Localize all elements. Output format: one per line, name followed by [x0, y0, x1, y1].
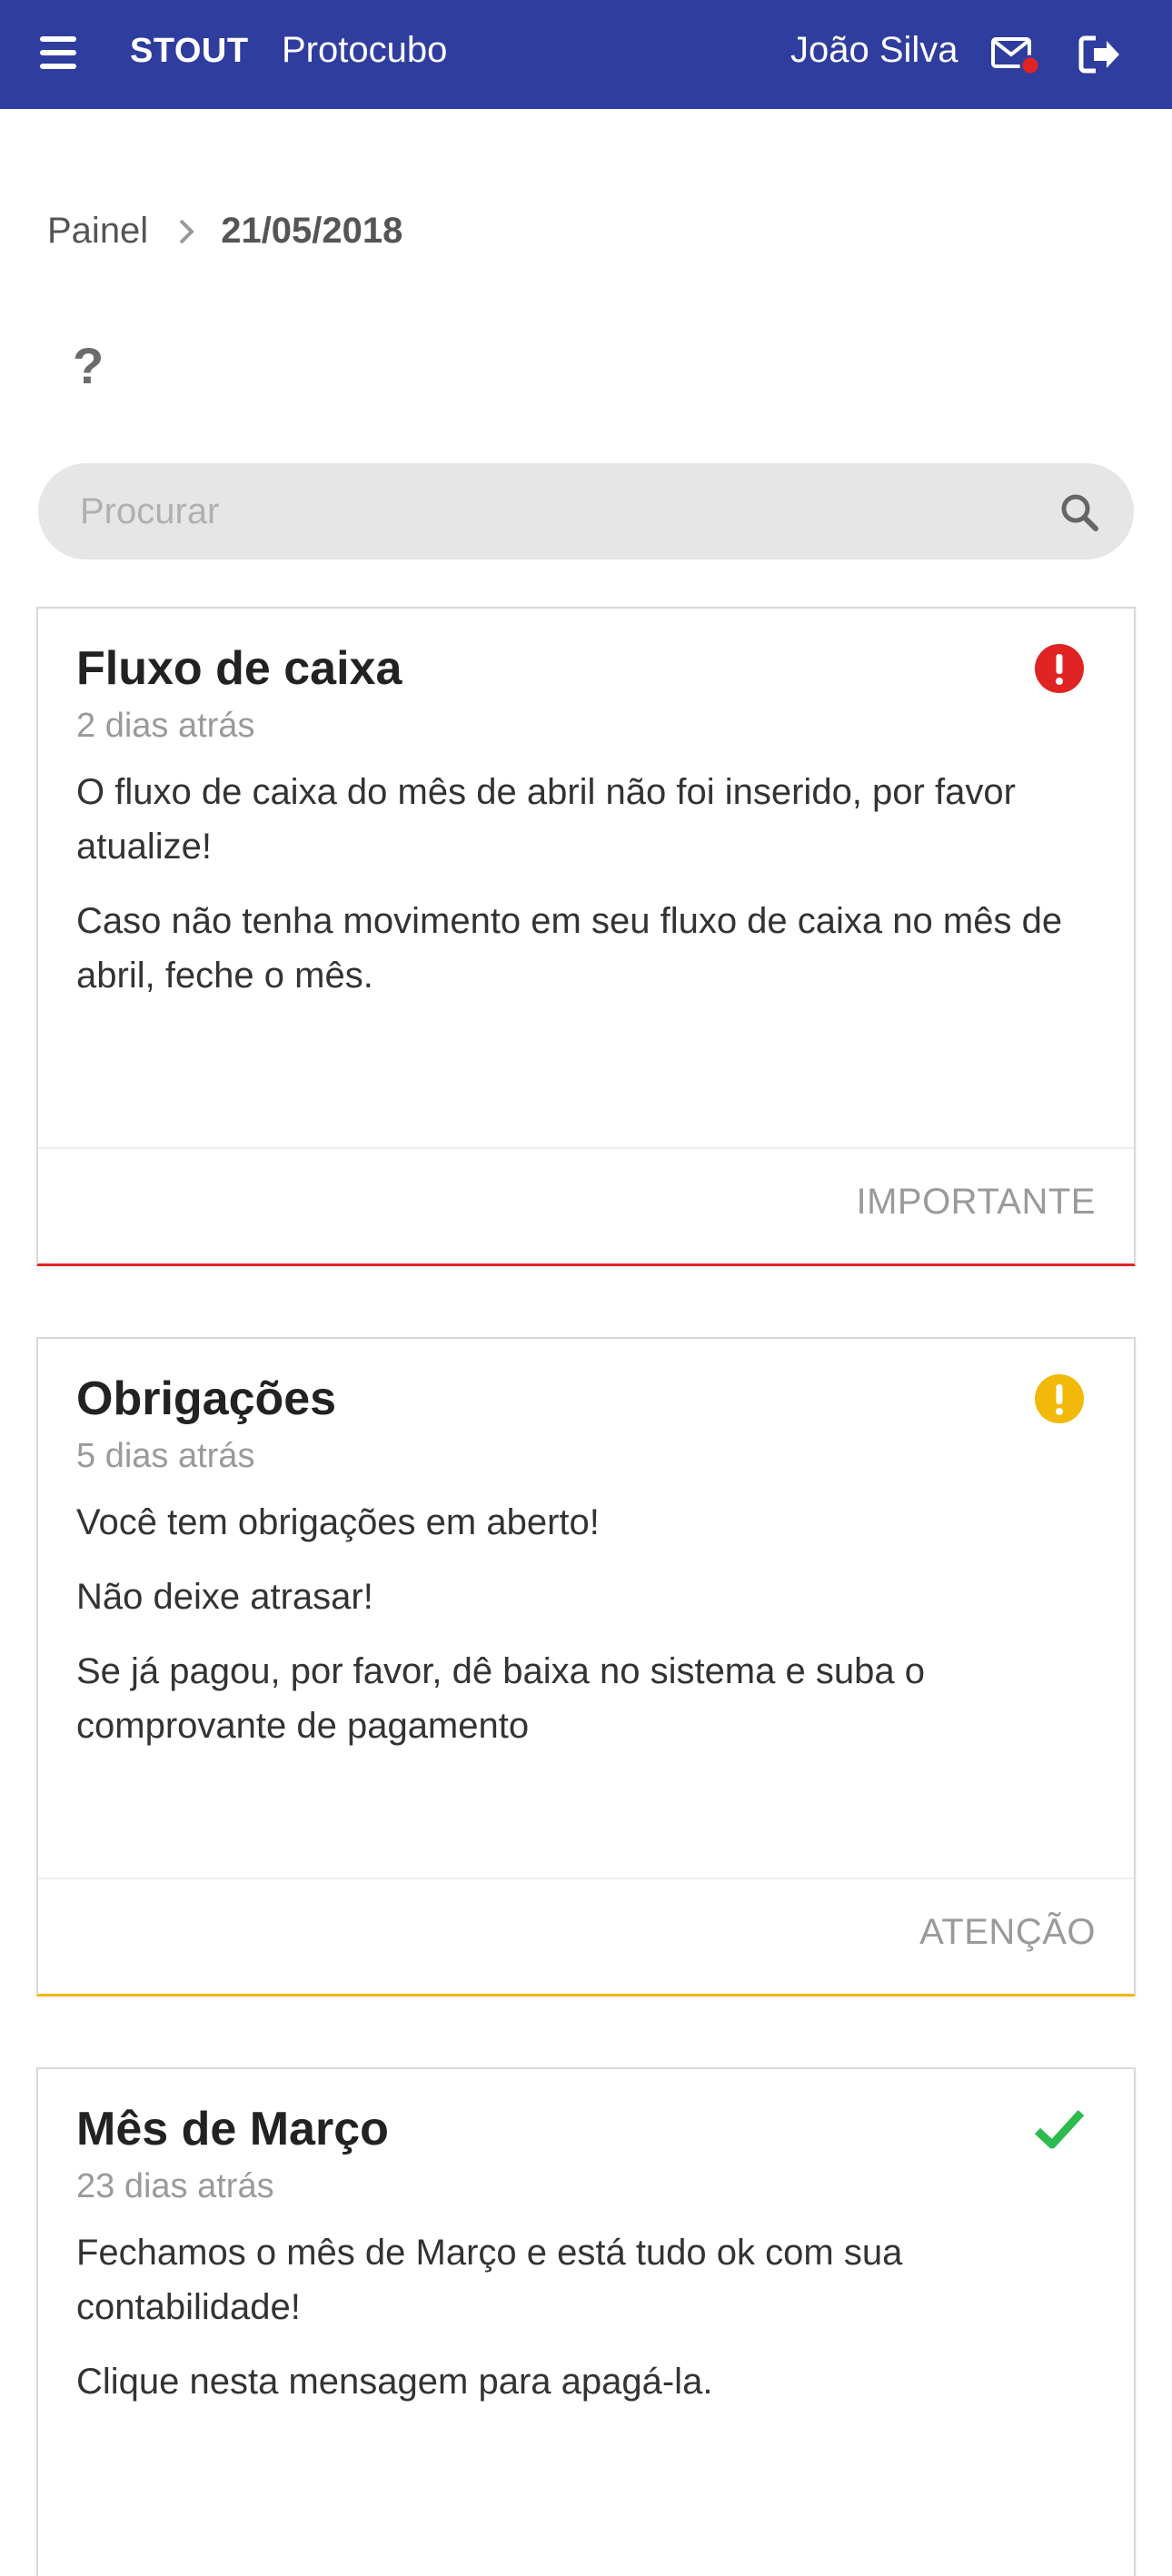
card-message [76, 765, 1094, 1023]
warning-circle-icon [1034, 1373, 1085, 1424]
card-message-line: O fluxo de caixa do mês de abril não foi inserido, por favor atualize! [76, 772, 1016, 867]
card-message [76, 1495, 1094, 1773]
alert-circle-icon [1034, 643, 1085, 694]
card-timestamp: 5 dias atrás [76, 1437, 255, 1475]
card-footer [38, 1147, 1134, 1263]
user-name[interactable]: João Silva [790, 30, 958, 70]
priority-tag: ATENÇÃO [919, 1912, 1096, 1952]
breadcrumb-current-date: 21/05/2018 [221, 211, 403, 251]
card-message-line: Clique nesta mensagem para apagá-la. [76, 2362, 713, 2402]
search-icon[interactable] [1058, 490, 1101, 534]
logout-icon[interactable] [1078, 33, 1123, 76]
breadcrumb-painel[interactable]: Painel [47, 211, 149, 251]
notification-card[interactable] [36, 1337, 1136, 1996]
search-bar [38, 463, 1134, 560]
card-message-line: Se já pagou, por favor, dê baixa no sistema e suba o comprovante de pagamento [76, 1651, 925, 1746]
priority-tag: IMPORTANTE [856, 1182, 1096, 1222]
app-name: Protocubo [282, 30, 448, 70]
breadcrumb [47, 211, 402, 252]
mail-icon[interactable] [990, 35, 1041, 76]
card-footer [38, 1878, 1134, 1994]
app-header [0, 0, 1172, 109]
card-title: Obrigações [76, 1372, 337, 1425]
card-title: Fluxo de caixa [76, 642, 402, 695]
chevron-right-icon [174, 216, 199, 247]
card-timestamp: 23 dias atrás [76, 2167, 274, 2205]
brand-logo[interactable]: STOUT [130, 32, 249, 70]
search-input[interactable] [78, 463, 1023, 560]
help-icon[interactable]: ? [73, 337, 104, 394]
card-message-line: Fechamos o mês de Março e está tudo ok com sua contabilidade! [76, 2233, 903, 2327]
card-timestamp: 2 dias atrás [76, 707, 255, 745]
card-message-line: Você tem obrigações em aberto! [76, 1502, 600, 1542]
card-message-line: Caso não tenha movimento em seu fluxo de caixa no mês de abril, feche o mês. [76, 901, 1063, 996]
card-message [76, 2225, 1094, 2429]
card-message-line: Não deixe atrasar! [76, 1577, 373, 1617]
check-icon [1034, 2104, 1085, 2155]
card-title: Mês de Março [76, 2103, 389, 2155]
menu-icon[interactable] [40, 36, 76, 69]
notification-card[interactable] [36, 2067, 1136, 2576]
notification-card[interactable] [36, 607, 1136, 1266]
